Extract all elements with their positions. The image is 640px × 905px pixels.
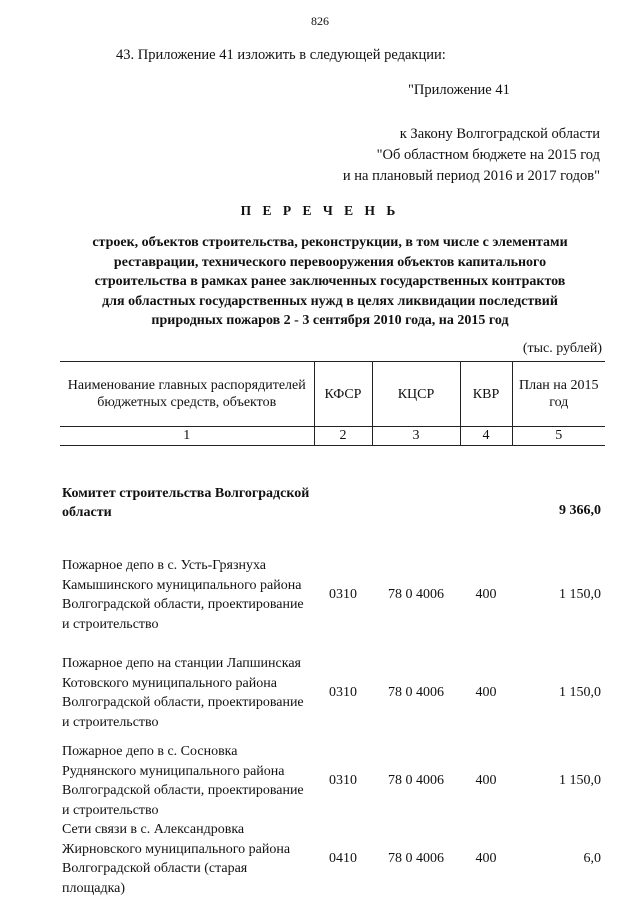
row-kvr: 400	[475, 685, 497, 701]
column-number: 5	[512, 427, 605, 446]
row-plan: 1 150,0	[559, 587, 601, 603]
appendix-title: "Приложение 41	[408, 82, 510, 98]
row-kfsr: 0310	[329, 587, 357, 603]
row-name: Пожарное депо в с. Усть-Грязнуха Камышинского муниципального района Волгоградской области, проектирование и строительство	[62, 558, 304, 632]
row-plan: 9 366,0	[559, 503, 601, 519]
law-reference-line: к Закону Волгоградской области	[399, 126, 600, 142]
list-subtitle-line: природных пожаров 2 - 3 сентября 2010 года, на 2015 год	[151, 313, 509, 328]
list-subtitle	[40, 233, 620, 331]
units-label: (тыс. рублей)	[522, 341, 602, 356]
list-subtitle-line: строек, объектов строительства, реконструкции, в том числе с элементами	[92, 235, 568, 250]
list-subtitle-line: для областных государственных нужд в целях ликвидации последствий	[102, 293, 558, 309]
header-name: Наименование главных распорядителей бюджетных средств, объектов	[60, 362, 314, 427]
list-subtitle-line: реставрации, технического перевооружения объектов капитального	[113, 254, 547, 270]
row-plan: 1 150,0	[559, 773, 601, 789]
row-kfsr	[314, 446, 372, 547]
row-name: Пожарное депо в с. Сосновка Руднянского муниципального района Волгоградской области, проектирование и строительство	[62, 744, 304, 818]
row-name: Сети связи в с. Александровка Жирновского муниципального района Волгоградской области (старая площадка)	[62, 822, 291, 896]
row-kcsr: 78 0 4006	[388, 773, 444, 789]
column-number: 2	[314, 427, 372, 446]
row-kcsr	[372, 446, 460, 547]
column-number: 3	[372, 427, 460, 446]
column-number: 1	[60, 427, 314, 446]
row-kcsr: 78 0 4006	[388, 685, 444, 701]
objects-table	[60, 361, 605, 898]
row-kfsr: 0410	[329, 851, 357, 867]
table-row	[60, 644, 605, 742]
law-reference-line: и на плановый период 2016 и 2017 годов"	[342, 168, 600, 184]
row-kvr: 400	[475, 851, 497, 867]
table-row	[60, 820, 605, 898]
row-kcsr: 78 0 4006	[388, 851, 444, 867]
page-number: 826	[311, 14, 329, 28]
amendment-instruction: 43. Приложение 41 изложить в следующей редакции:	[116, 47, 446, 63]
header-kvr: КВР	[460, 362, 512, 427]
row-plan: 6,0	[583, 851, 601, 867]
table-row	[60, 742, 605, 820]
law-reference	[300, 124, 600, 187]
table-row	[60, 546, 605, 644]
header-kcsr: КЦСР	[372, 362, 460, 427]
row-name: Пожарное депо на станции Лапшинская Котовского муниципального района Волгоградской области, проектирование и строительство	[62, 656, 304, 730]
law-reference-line: "Об областном бюджете на 2015 год	[376, 147, 600, 163]
row-kcsr: 78 0 4006	[388, 587, 444, 603]
row-kfsr: 0310	[329, 773, 357, 789]
row-kvr: 400	[475, 773, 497, 789]
row-name: Комитет строительства Волгоградской области	[62, 485, 310, 520]
row-kvr: 400	[475, 587, 497, 603]
row-plan: 1 150,0	[559, 685, 601, 701]
header-kfsr: КФСР	[314, 362, 372, 427]
column-number-row	[60, 427, 605, 446]
row-kvr	[460, 446, 512, 547]
header-plan: План на 2015 год	[512, 362, 605, 427]
column-number: 4	[460, 427, 512, 446]
list-title: П Е Р Е Ч Е Н Ь	[240, 203, 400, 218]
row-kfsr: 0310	[329, 685, 357, 701]
list-subtitle-line: строительства в рамках ранее заключенных государственных контрактов	[94, 274, 566, 289]
table-header-row	[60, 362, 605, 427]
table-row	[60, 446, 605, 547]
